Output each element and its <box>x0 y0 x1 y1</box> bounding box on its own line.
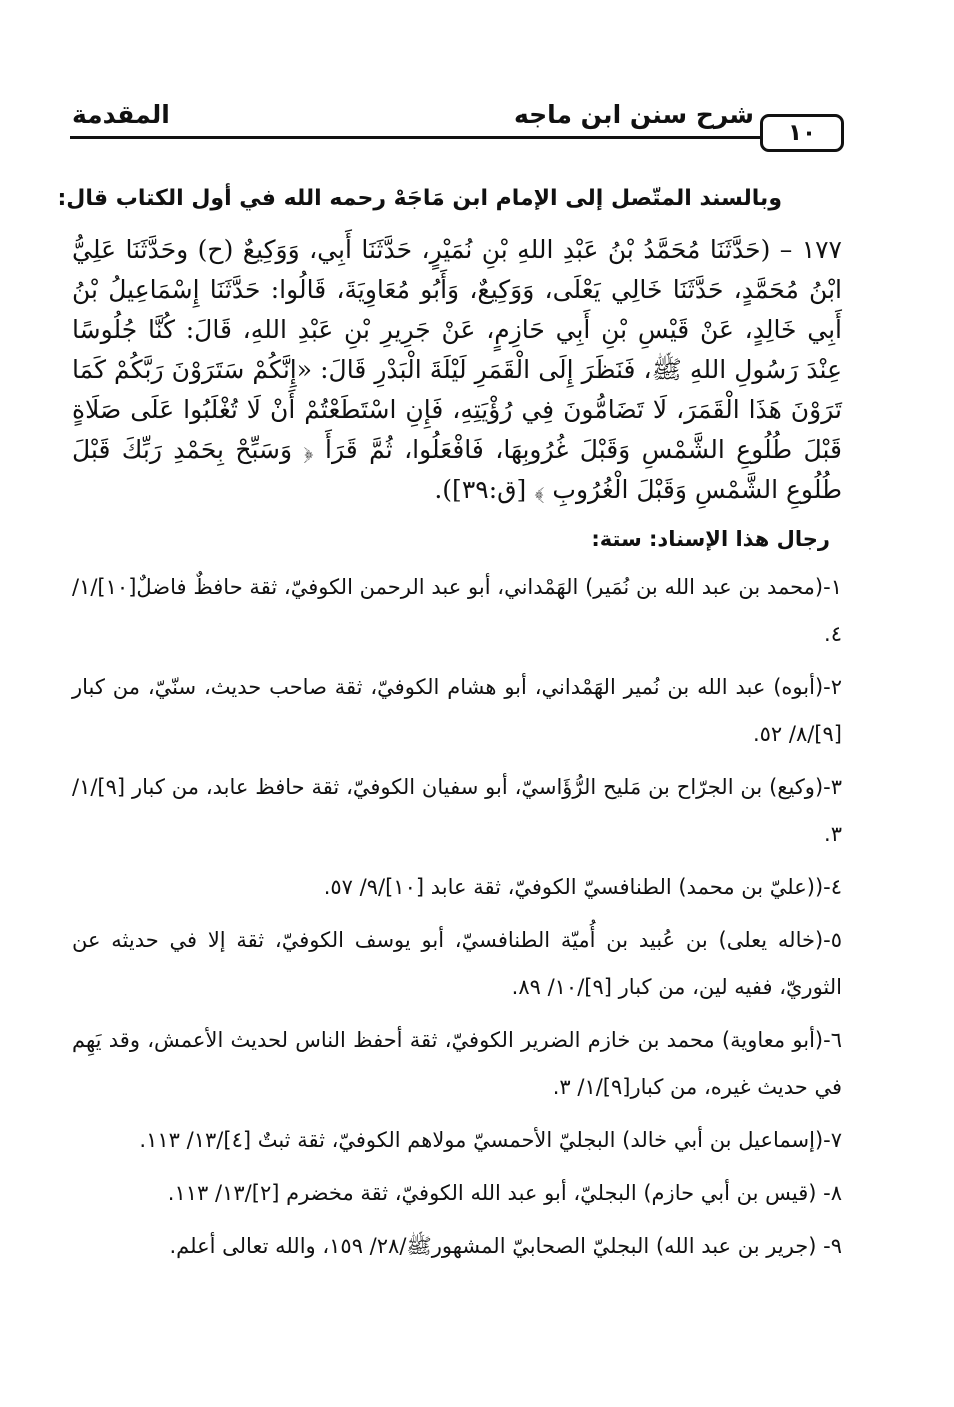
page-number: ١٠ <box>760 114 844 152</box>
hadith-text: ١٧٧ – (حَدَّثَنَا مُحَمَّدُ بْنُ عَبْدِ اللهِ بْنِ نُمَيْرٍ، حَدَّثَنَا أَبِي، وَوَكِيعٌ (ح) وحَدَّثَنَا عَلِيُّ ابْنُ مُحَمَّدٍ، حَدَّثَنَا خَالِي يَعْلَى، وَوَكِيعٌ، وَأَبُو مُعَاوِيَةَ، قَالُوا: حَدَّثَنَا إِسْمَاعِيلُ بْنُ أَبِي خَالِدٍ، عَنْ قَيْسِ بْنِ أَبِي حَازِمٍ، عَنْ جَرِيرِ بْنِ عَبْدِ اللهِ، قَالَ: كُنَّا جُلُوسًا عِنْدَ رَسُولِ اللهِ ﷺ، فَنَظَرَ إِلَى الْقَمَرِ لَيْلَةَ الْبَدْرِ قَالَ: «إِنَّكُمْ سَتَرَوْنَ رَبَّكُمْ كَمَا تَرَوْنَ هَذَا الْقَمَرَ، لَا تَضَامُّونَ فِي رُؤْيَتِهِ، فَإِنِ اسْتَطَعْتُمْ أَنْ لَا تُغْلَبُوا عَلَى صَلَاةٍ قَبْلَ طُلُوعِ الشَّمْسِ وَقَبْلَ غُرُوبِهَا، فَافْعَلُوا، ثُمَّ قَرَأَ ﴿ وَسَبِّحْ بِحَمْدِ رَبِّكَ قَبْلَ طُلُوعِ الشَّمْسِ وَقَبْلَ الْغُرُوبِ ﴾ [ق:٣٩]). <box>72 235 842 504</box>
page-header <box>70 92 844 152</box>
page-body <box>57 180 842 1276</box>
narrator-entry: ٢-(أبوه) عبد الله بن نُمير الهَمْداني، أبو هشام الكوفيّ، ثقة صاحب حديث، سنّيّ، من كبار [٩]/٨/ ٥٢. <box>72 675 842 746</box>
narrator-entry: ٦-(أبو معاوية) محمد بن خازم الضرير الكوفيّ، ثقة أحفظ الناس لحديث الأعمش، وقد يَهِم في حديث غيره، من كبار[٩]/١/ ٣. <box>72 1028 842 1099</box>
narrator-entry: ٤-((عليّ بن محمد) الطنافسيّ الكوفيّ، ثقة عابد [١٠]/٩/ ٥٧. <box>323 875 842 899</box>
narrator-entry: ٧-(إسماعيل بن أبي خالد) البجليّ الأحمسيّ مولاهم الكوفيّ، ثقة ثبتٌ [٤]/١٣/ ١١٣. <box>139 1128 842 1152</box>
narrator-entry: ٨- (قيس بن أبي حازم) البجليّ، أبو عبد الله الكوفيّ، ثقة مخضرم [٢]/١٣/ ١١٣. <box>167 1181 842 1205</box>
intro-line: وبالسند المتّصل إلى الإمام ابن مَاجَهْ رحمه الله في أول الكتاب قال: <box>57 186 782 211</box>
header-rule <box>70 136 766 139</box>
narrator-entry: ٩- (جرير بن عبد الله) البجليّ الصحابيّ المشهورﷺ/٢٨/ ١٥٩، والله تعالى أعلم. <box>169 1234 842 1258</box>
narrators-heading: رجال هذا الإسناد: ستة: <box>591 527 830 551</box>
narrator-entry: ٥-(خاله يعلى) بن عُبيد بن أُميّة الطنافسيّ، أبو يوسف الكوفيّ، ثقة إلا في حديثه عن الثوريّ، ففيه لين، من كبار [٩]/١٠/ ٨٩. <box>72 928 842 999</box>
book-title: شرح سنن ابن ماجه <box>513 100 754 129</box>
narrator-entry: ١-(محمد بن عبد الله بن نُمَير) الهَمْداني، أبو عبد الرحمن الكوفيّ، ثقة حافظٌ فاضلٌ[١٠]/١/ ٤. <box>72 575 842 646</box>
narrator-entry: ٣-(وكيع) بن الجرّاح بن مَليح الرُّؤَاسيّ، أبو سفيان الكوفيّ، ثقة حافظ عابد، من كبار [٩]/١/ ٣. <box>72 775 842 846</box>
section-title: المقدمة <box>72 100 170 129</box>
